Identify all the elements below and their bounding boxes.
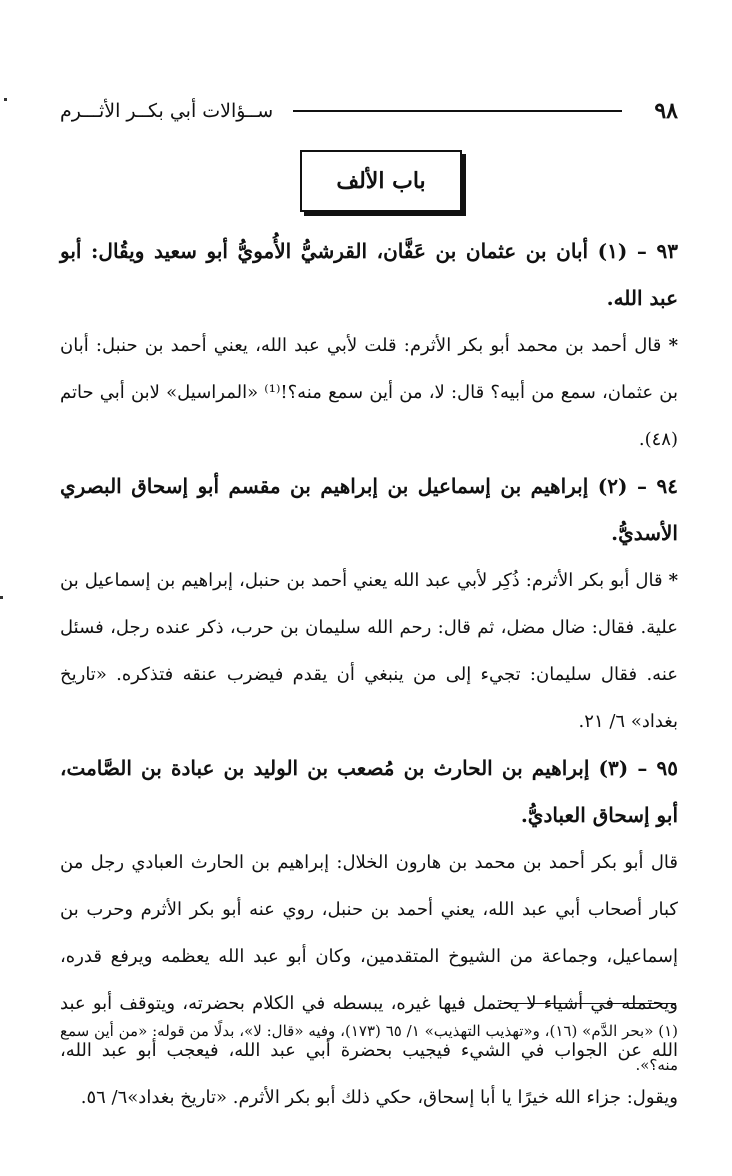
entry-text-body: قال أبو بكر الأثرم: ذُكِر لأبي عبد الله يعني أحمد بن حنبل، إبراهيم بن إسماعيل بن علية. فقال: ضال مضل، ثم قال: رحم الله سليمان بن حرب، ذكر عنده رجل، فسئل عنه. فقال سليمان: تجيء إلى من ينبغي أن يقدم فيضرب عنقه فتذكره. «تاريخ بغداد» ٦/ ٢١. bbox=[60, 570, 678, 732]
scan-mark bbox=[4, 98, 7, 101]
running-title: ســؤالات أبي بكــر الأثـــرم bbox=[60, 100, 274, 122]
entry bbox=[60, 228, 678, 463]
entry bbox=[60, 463, 678, 745]
page-number: ٩٨ bbox=[654, 98, 678, 124]
entry-heading: ٩٣ – (١) أبان بن عثمان بن عَفَّان، القرشيُّ الأُمويُّ أبو سعيد ويقُال: أبو عبد الله. bbox=[60, 239, 679, 310]
page-header bbox=[60, 96, 678, 126]
entry-heading: ٩٤ – (٢) إبراهيم بن إسماعيل بن إبراهيم بن مقسم أبو إسحاق البصري الأسديُّ. bbox=[60, 474, 678, 545]
entry-text-body: قال أبو بكر أحمد بن محمد بن هارون الخلال: إبراهيم بن الحارث العبادي رجل من كبار أصحاب أبي عبد الله، يعني أحمد بن حنبل، روي عنه أبو بكر الأثرم وحرب بن إسماعيل، وجماعة من الشيوخ المتقدمين، وكان أبو عبد الله يعظمه ويرفع قدره، ويحتمله في أشياء لا يحتمل فيها غيره، يبسطه في الكلام بحضرته، ويتوقف أبو عبد الله عن الجواب في الشيء فيجيب بحضرة أبي عبد الله، فيعجب أبو عبد الله، ويقول: جزاء الله خيرًا يا أبا إسحاق، حكي ذلك أبو بكر الأثرم. «تاريخ بغداد»٦/ ٥٦. bbox=[60, 852, 678, 1108]
footnote: (١) «بحر الدَّم» (١٦)، و«تهذيب التهذيب» ١/ ٦٥ (١٧٣)، وفيه «قال: لا»، بدلًا من قوله: «من أين سمع منه؟». bbox=[60, 1022, 678, 1074]
footnote-rule bbox=[500, 1003, 676, 1004]
entry-text bbox=[60, 322, 678, 463]
entries bbox=[60, 228, 678, 1121]
entry-text-body: قال أحمد بن محمد أبو بكر الأثرم: قلت لأبي عبد الله، يعني أحمد بن حنبل: أبان بن عثمان، سمع من أبيه؟ قال: لا، من أين سمع منه؟!⁽¹⁾ «المراسيل» لابن أبي حاتم (٤٨). bbox=[60, 335, 678, 450]
chapter-title: باب الألف bbox=[336, 168, 426, 194]
chapter-title-box bbox=[300, 150, 462, 212]
footnotes bbox=[60, 1014, 678, 1082]
scan-mark bbox=[0, 596, 3, 599]
star-marker: * bbox=[668, 570, 678, 591]
entry-heading: ٩٥ – (٣) إبراهيم بن الحارث بن مُصعب بن الوليد بن عبادة بن الصَّامت، أبو إسحاق العباديُّ. bbox=[60, 756, 678, 827]
header-rule bbox=[293, 110, 622, 112]
entry-text bbox=[60, 557, 678, 745]
star-marker: * bbox=[668, 335, 678, 356]
